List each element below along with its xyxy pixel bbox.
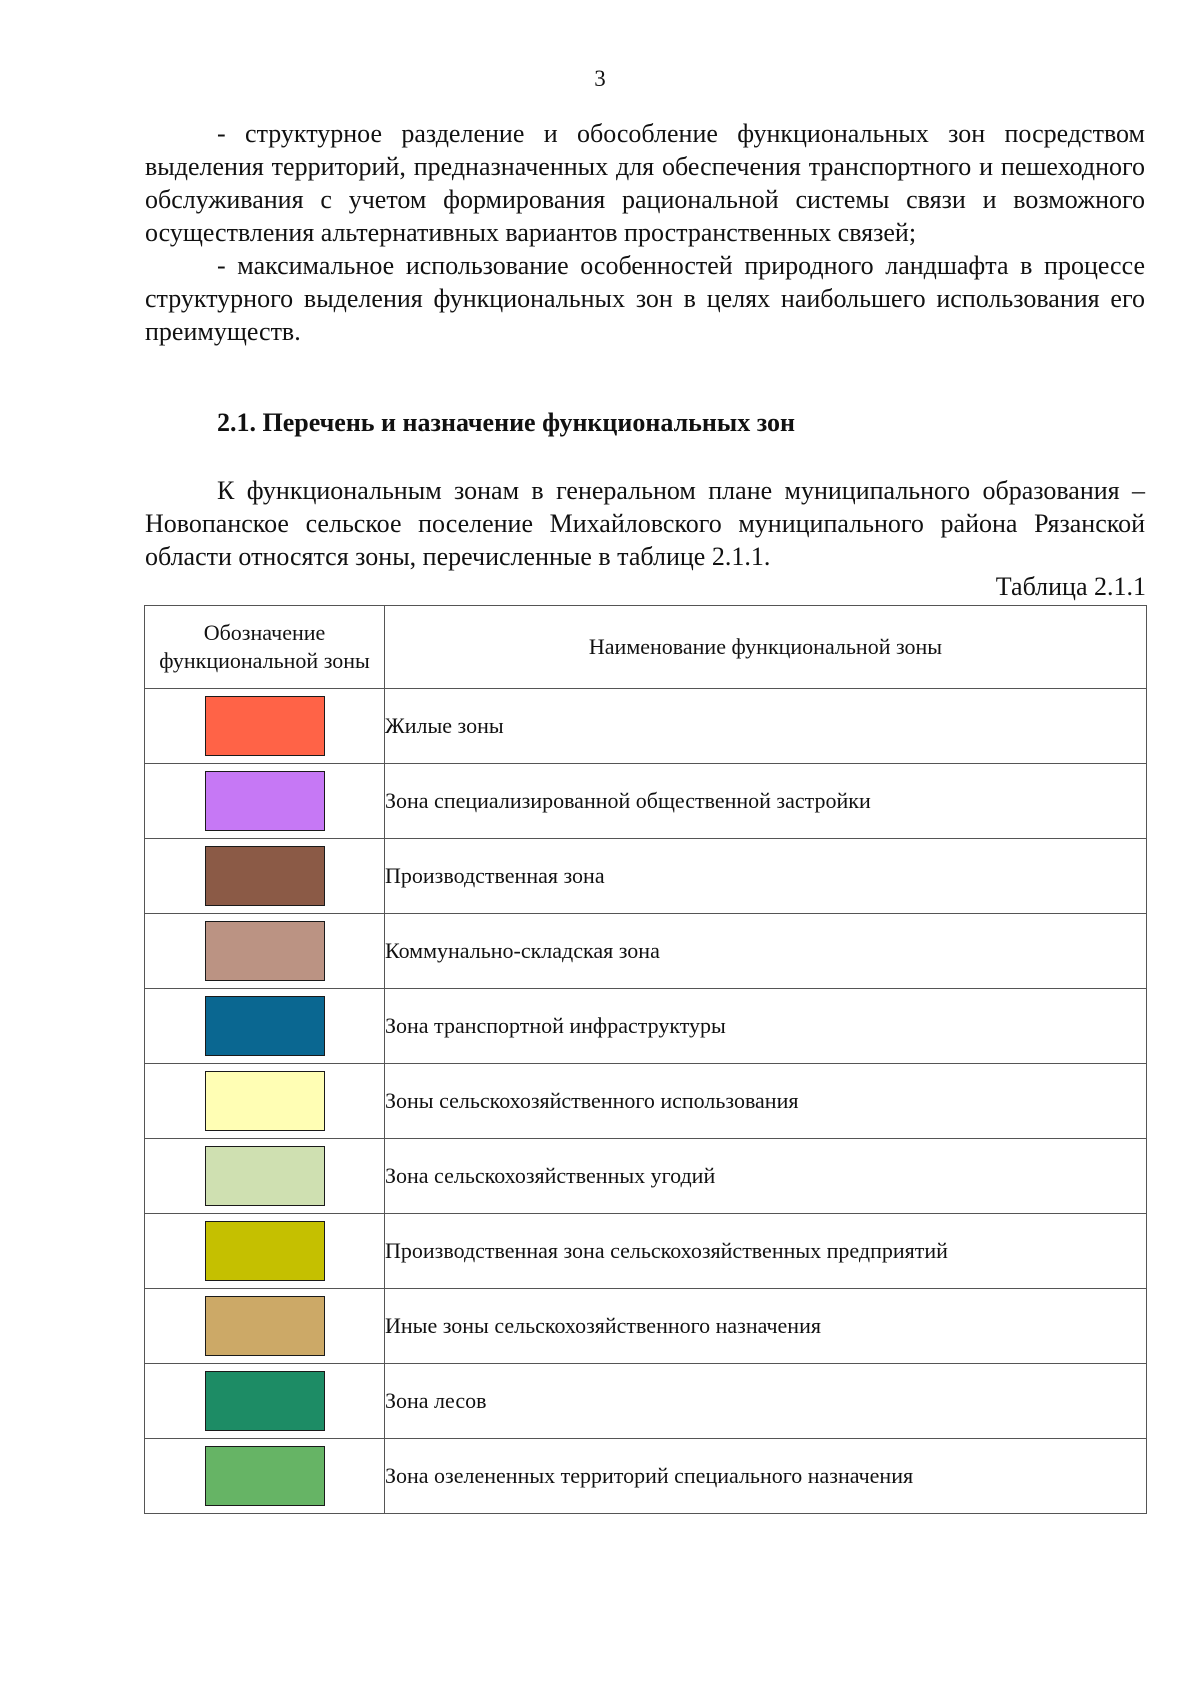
zone-symbol-cell xyxy=(145,989,385,1064)
table-header-row xyxy=(145,606,1147,689)
zone-name: Зона лесов xyxy=(385,1364,1147,1439)
zone-symbol-cell xyxy=(145,1064,385,1139)
zone-name: Коммунально-складская зона xyxy=(385,914,1147,989)
zone-symbol-cell xyxy=(145,839,385,914)
zone-symbol-cell xyxy=(145,1439,385,1514)
table-row xyxy=(145,689,1147,764)
table-row xyxy=(145,764,1147,839)
zone-symbol-cell xyxy=(145,1214,385,1289)
table-caption: Таблица 2.1.1 xyxy=(995,572,1146,601)
zone-name: Зоны сельскохозяйственного использования xyxy=(385,1064,1147,1139)
page-number: 3 xyxy=(594,66,606,91)
zone-color-swatch xyxy=(205,696,325,756)
lead-text xyxy=(145,474,1145,573)
table-row xyxy=(145,1214,1147,1289)
zones-table xyxy=(144,605,1147,1514)
zone-name: Зона сельскохозяйственных угодий xyxy=(385,1139,1147,1214)
table-row xyxy=(145,1364,1147,1439)
zone-color-swatch xyxy=(205,1296,325,1356)
zone-color-swatch xyxy=(205,1221,325,1281)
zone-name: Жилые зоны xyxy=(385,689,1147,764)
zone-color-swatch xyxy=(205,771,325,831)
zone-symbol-cell xyxy=(145,914,385,989)
table-row xyxy=(145,1064,1147,1139)
table-body xyxy=(145,689,1147,1514)
zone-color-swatch xyxy=(205,1071,325,1131)
zone-symbol-cell xyxy=(145,1139,385,1214)
zone-name: Иные зоны сельскохозяйственного назначения xyxy=(385,1289,1147,1364)
table-row xyxy=(145,914,1147,989)
header-symbol: Обозначение функциональной зоны xyxy=(145,606,385,689)
zone-color-swatch xyxy=(205,846,325,906)
section-heading: 2.1. Перечень и назначение функциональных зон xyxy=(217,408,795,437)
zone-name: Производственная зона сельскохозяйственных предприятий xyxy=(385,1214,1147,1289)
zone-name: Зона специализированной общественной застройки xyxy=(385,764,1147,839)
zone-name: Производственная зона xyxy=(385,839,1147,914)
table-row xyxy=(145,1139,1147,1214)
intro-paragraph: - максимальное использование особенностей природного ландшафта в процессе структурного выделения функциональных зон в целях наибольшего использования его преимуществ. xyxy=(145,251,1145,346)
lead-paragraph: К функциональным зонам в генеральном плане муниципального образования – Новопанское сельское поселение Михайловского муниципального района Рязанской области относятся зоны, перечисленные в таблице 2.1.1. xyxy=(145,476,1145,571)
zone-symbol-cell xyxy=(145,1364,385,1439)
zone-symbol-cell xyxy=(145,689,385,764)
intro-text xyxy=(145,117,1145,348)
zone-symbol-cell xyxy=(145,1289,385,1364)
table-row xyxy=(145,989,1147,1064)
table-row xyxy=(145,1289,1147,1364)
table-row xyxy=(145,1439,1147,1514)
zone-name: Зона транспортной инфраструктуры xyxy=(385,989,1147,1064)
zone-color-swatch xyxy=(205,1371,325,1431)
zone-color-swatch xyxy=(205,1446,325,1506)
zone-symbol-cell xyxy=(145,764,385,839)
zone-color-swatch xyxy=(205,921,325,981)
zone-color-swatch xyxy=(205,1146,325,1206)
header-name: Наименование функциональной зоны xyxy=(385,606,1147,689)
zone-color-swatch xyxy=(205,996,325,1056)
zone-name: Зона озелененных территорий специального назначения xyxy=(385,1439,1147,1514)
intro-paragraph: - структурное разделение и обособление функциональных зон посредством выделения территорий, предназначенных для обеспечения транспортного и пешеходного обслуживания с учетом формирования рациональной системы связи и возможного осуществления альтернативных вариантов пространственных связей; xyxy=(145,119,1145,247)
table-row xyxy=(145,839,1147,914)
